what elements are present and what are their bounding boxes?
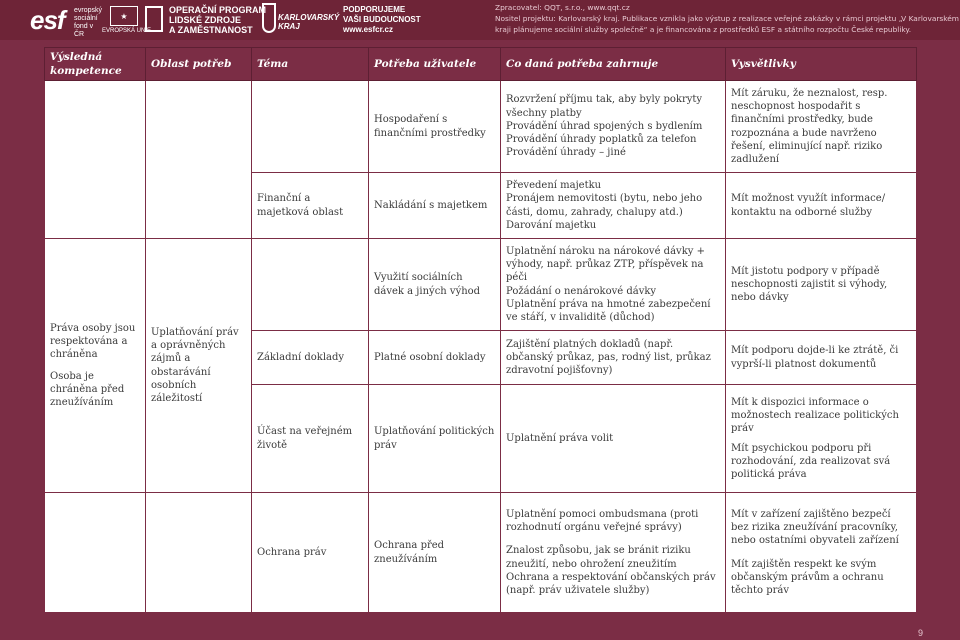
- potreba-cell: Uplatňování politických práv: [369, 385, 501, 493]
- page-number: 9: [918, 628, 924, 638]
- kompetence-cell-empty: [45, 493, 146, 613]
- potreba-cell: Platné osobní doklady: [369, 331, 501, 385]
- oblast-potreb-cell: Uplatňování práv a oprávněných zájmů a obstarávání osobních záležitostí: [146, 239, 252, 493]
- column-header: Oblast potřeb: [146, 48, 252, 81]
- kraj-shield-icon: [262, 3, 276, 33]
- column-header: Potřeba uživatele: [369, 48, 501, 81]
- zahrnuje-cell: Uplatnění pomoci ombudsmana (proti rozhodnutí orgánu veřejné správy) Znalost způsobu, jak se bránit riziku zneužití, nebo ohrožení zneužitím Ochrana a respektování občanských práv (např. práv uživatele služby): [501, 493, 726, 613]
- column-header: Výsledná kompetence: [45, 48, 146, 81]
- column-header: Téma: [252, 48, 369, 81]
- vysvetlivky-cell: Mít jistotu podpory v případě neschopnosti zajistit si výhody, nebo dávky: [726, 239, 917, 331]
- zahrnuje-cell: Uplatnění práva volit: [501, 385, 726, 493]
- competence-table: [44, 47, 917, 613]
- tema-cell: Finanční a majetková oblast: [252, 173, 369, 239]
- zahrnuje-cell: Rozvržení příjmu tak, aby byly pokryty všechny platby Provádění úhrad spojených s bydlením Provádění úhrady poplatků za telefon Provádění úhrady – jiné: [501, 81, 726, 173]
- tema-cell: [252, 239, 369, 331]
- esf-logo: [30, 4, 152, 38]
- column-header: Co daná potřeba zahrnuje: [501, 48, 726, 81]
- table-row: [45, 81, 917, 173]
- eu-flag-icon: ★: [110, 6, 138, 26]
- zahrnuje-cell: Převedení majetku Pronájem nemovitosti (bytu, nebo jeho části, domu, zahrady, chalupy atd.) Darování majetku: [501, 173, 726, 239]
- tema-cell: Účast na veřejném životě: [252, 385, 369, 493]
- potreba-cell: Ochrana před zneužíváním: [369, 493, 501, 613]
- zahrnuje-cell: Zajištění platných dokladů (např. občanský průkaz, pas, rodný list, průkaz zdravotní pojišťovny): [501, 331, 726, 385]
- column-header: Vysvětlivky: [726, 48, 917, 81]
- esf-subtitle: evropský sociální fond v ČR: [74, 7, 103, 38]
- vysvetlivky-cell: Mít možnost využít informace/ kontaktu na odborné služby: [726, 173, 917, 239]
- potreba-cell: Využití sociálních dávek a jiných výhod: [369, 239, 501, 331]
- op-emblem-icon: [145, 6, 163, 32]
- eu-label: EVROPSKÁ UNIE: [102, 28, 152, 34]
- table-row: [45, 493, 917, 613]
- tema-cell: Základní doklady: [252, 331, 369, 385]
- header-bar: [0, 0, 960, 40]
- kompetence-cell: Práva osoby jsou respektována a chráněna Osoba je chráněna před zneužíváním: [45, 239, 146, 493]
- vysvetlivky-cell: Mít záruku, že neznalost, resp. neschopnost hospodařit s finančními prostředky, bude rozpoznána a bude navrženo řešení, eliminující např. riziko zadlužení: [726, 81, 917, 173]
- potreba-cell: Hospodaření s finančními prostředky: [369, 81, 501, 173]
- table-row: [45, 239, 917, 331]
- kompetence-cell-empty: [45, 81, 146, 239]
- publication-credits: Zpracovatel: QQT, s.r.o., www.qqt.cz Nositel projektu: Karlovarský kraj. Publikace vznikla jako výstup z realizace veřejné zakázky v rámci projektu „V Karlovarském kraji plánujeme sociální služby společně“ a je financována z prostředků ESF a státního rozpočtu České republiky.: [495, 3, 960, 34]
- oblast-cell-empty: [146, 81, 252, 239]
- vysvetlivky-cell: Mít k dispozici informace o možnostech realizace politických práv Mít psychickou podporu při rozhodování, zda realizovat svá politická práva: [726, 385, 917, 493]
- potreba-cell: Nakládání s majetkem: [369, 173, 501, 239]
- vysvetlivky-cell: Mít podporu dojde-li ke ztrátě, či vyprší-li platnost dokumentů: [726, 331, 917, 385]
- karlovarsky-kraj-logo: KARLOVARSKÝ KRAJ: [262, 3, 334, 37]
- zahrnuje-cell: Uplatnění nároku na nárokové dávky + výhody, např. průkaz ZTP, příspěvek na péči Požádání o nenárokové dávky Uplatnění práva na hmotné zabezpečení ve stáří, v invaliditě (důchod): [501, 239, 726, 331]
- op-lzz-logo: OPERAČNÍ PROGRAM LIDSKÉ ZDROJE A ZAMĚSTNANOST: [145, 4, 255, 36]
- table-header-row: [45, 48, 917, 81]
- vysvetlivky-cell: Mít v zařízení zajištěno bezpečí bez rizika zneužívání pracovníky, nebo ostatními obyvateli zařízení Mít zajištěn respekt ke svým občanským právům a ochranu těchto práv: [726, 493, 917, 613]
- esf-wordmark: esf: [30, 5, 65, 35]
- oblast-cell-empty: [146, 493, 252, 613]
- podporujeme-logo: PODPORUJEME VAŠI BUDOUCNOST www.esfcr.cz: [343, 5, 421, 34]
- tema-cell: [252, 81, 369, 173]
- tema-cell: Ochrana práv: [252, 493, 369, 613]
